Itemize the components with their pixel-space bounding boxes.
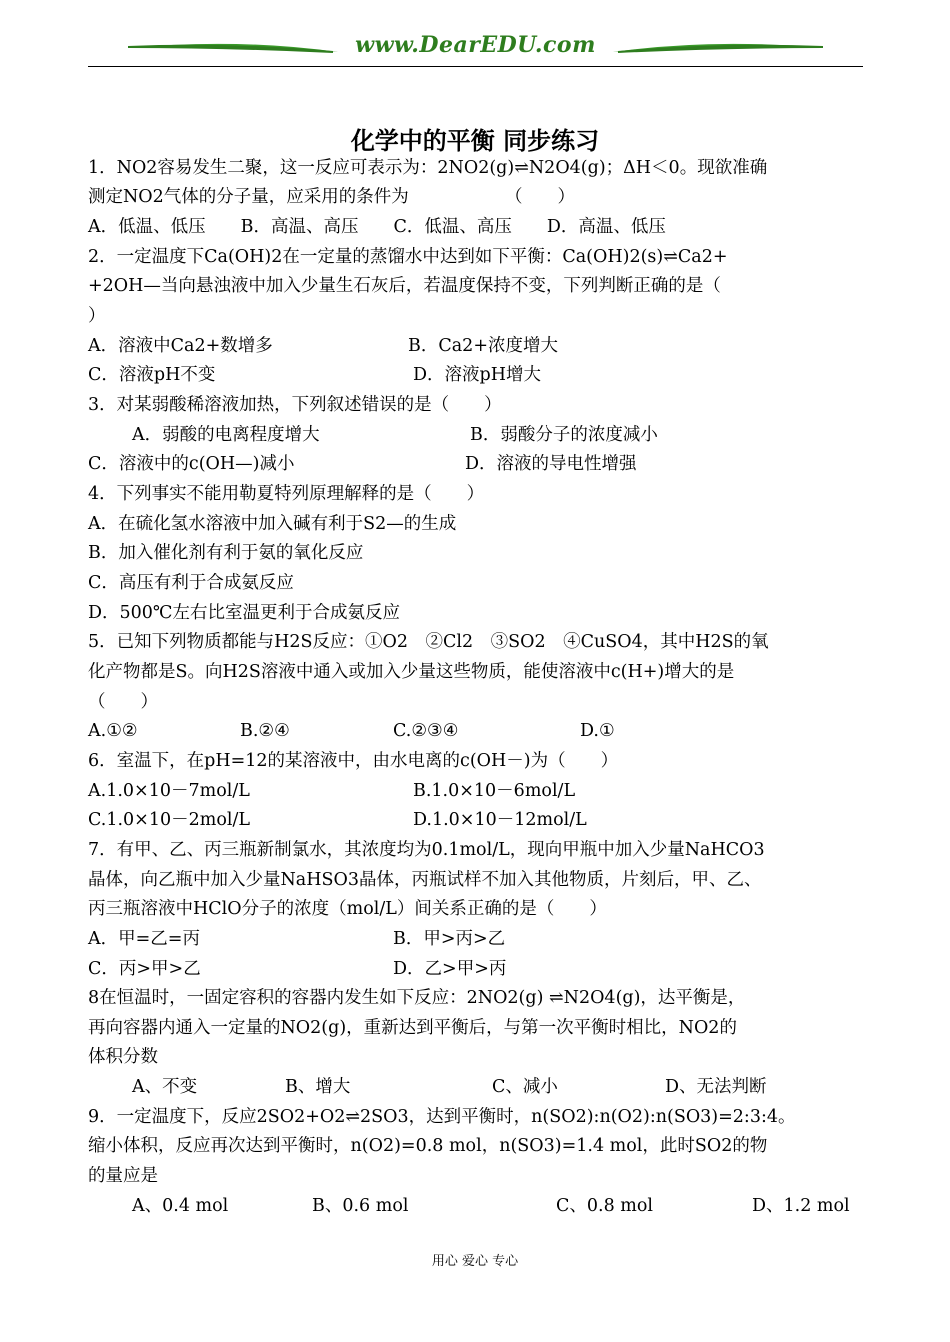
- q6-option-a: A.1.0×10－7mol/L: [88, 781, 250, 801]
- q3-stem: 3．对某弱酸稀溶液加热，下列叙述错误的是（ ）: [88, 395, 502, 415]
- q4-option-a: A．在硫化氢水溶液中加入碱有利于S2—的生成: [88, 514, 457, 534]
- q5-option-a: A.①②: [88, 721, 138, 741]
- q8-line-3: 体积分数: [88, 1047, 158, 1067]
- q9-option-c: C、0.8 mol: [556, 1196, 654, 1216]
- q2-line-1: 2．一定温度下Ca(OH)2在一定量的蒸馏水中达到如下平衡：Ca(OH)2(s)⇌Ca2+: [88, 247, 728, 267]
- q8-line-2: 再向容器内通入一定量的NO2(g)，重新达到平衡后，与第一次平衡时相比，NO2的: [88, 1018, 737, 1038]
- q3-option-c: C．溶液中的c(OH—)减小: [88, 454, 295, 474]
- q4-stem: 4．下列事实不能用勒夏特列原理解释的是（ ）: [88, 484, 485, 504]
- q7-option-a: A．甲=乙=丙: [88, 929, 200, 949]
- q8-option-b: B、增大: [285, 1077, 351, 1097]
- q3-option-d: D．溶液的导电性增强: [465, 454, 637, 474]
- q2-line-2: +2OH—当向悬浊液中加入少量生石灰后，若温度保持不变，下列判断正确的是（: [88, 276, 721, 296]
- q2-option-b: B．Ca2+浓度增大: [408, 336, 558, 356]
- q8-option-d: D、无法判断: [665, 1077, 767, 1097]
- q6-option-c: C.1.0×10－2mol/L: [88, 810, 250, 830]
- q7-option-d: D．乙>甲>丙: [393, 959, 507, 979]
- q5-line-2: 化产物都是S。向H2S溶液中通入或加入少量这些物质，能使溶液中c(H+)增大的是: [88, 662, 735, 682]
- q6-stem: 6．室温下，在pH=12的某溶液中，由水电离的c(OH－)为（ ）: [88, 751, 619, 771]
- header-rule: [88, 66, 863, 67]
- q1-line-1: 1．NO2容易发生二聚，这一反应可表示为：2NO2(g)⇌N2O4(g)；ΔH＜0。现欲准确: [88, 158, 768, 178]
- page-title: 化学中的平衡 同步练习: [350, 127, 600, 155]
- q1-options: A．低温、低压 B．高温、高压 C．低温、高压 D．高温、低压: [88, 217, 666, 237]
- q3-option-a: A．弱酸的电离程度增大: [132, 425, 320, 445]
- q6-option-d: D.1.0×10－12mol/L: [413, 810, 587, 830]
- q2-option-d: D．溶液pH增大: [413, 365, 541, 385]
- q4-option-d: D．500℃左右比室温更利于合成氨反应: [88, 603, 401, 623]
- site-header: [88, 30, 863, 70]
- q7-line-2: 晶体，向乙瓶中加入少量NaHSO3晶体，丙瓶试样不加入其他物质，片刻后，甲、乙、: [88, 870, 762, 890]
- q5-option-b: B.②④: [240, 721, 290, 741]
- q6-option-b: B.1.0×10－6mol/L: [413, 781, 576, 801]
- q9-line-2: 缩小体积，反应再次达到平衡时，n(O2)=0.8 mol，n(SO3)=1.4 mol，此时SO2的物: [88, 1136, 768, 1156]
- q1-line-2: 测定NO2气体的分子量，应采用的条件为 （ ）: [88, 187, 576, 207]
- q7-line-3: 丙三瓶溶液中HClO分子的浓度（mol/L）间关系正确的是（ ）: [88, 899, 607, 919]
- q4-option-c: C．高压有利于合成氨反应: [88, 573, 294, 593]
- q8-option-c: C、减小: [492, 1077, 558, 1097]
- q9-line-3: 的量应是: [88, 1166, 158, 1186]
- q8-line-1: 8在恒温时，一固定容积的容器内发生如下反应：2NO2(g) ⇌N2O4(g)，达平衡是，: [88, 988, 746, 1008]
- q3-option-b: B．弱酸分子的浓度减小: [470, 425, 658, 445]
- q2-option-a: A．溶液中Ca2+数增多: [88, 336, 273, 356]
- q5-option-d: D.①: [580, 721, 615, 741]
- q9-option-d: D、1.2 mol: [752, 1196, 850, 1216]
- q2-option-c: C．溶液pH不变: [88, 365, 216, 385]
- page-footer: 用心 爱心 专心: [431, 1254, 519, 1269]
- q9-option-b: B、0.6 mol: [312, 1196, 409, 1216]
- site-logo-text[interactable]: www.DearEDU.com: [355, 32, 596, 58]
- q2-line-3: ）: [88, 306, 106, 326]
- q9-line-1: 9．一定温度下，反应2SO2+O2⇌2SO3，达到平衡时，n(SO2):n(O2):n(SO3)=2:3:4。: [88, 1107, 796, 1127]
- q5-option-c: C.②③④: [393, 721, 459, 741]
- q4-option-b: B．加入催化剂有利于氨的氧化反应: [88, 543, 364, 563]
- q5-line-1: 5．已知下列物质都能与H2S反应：①O2 ②Cl2 ③SO2 ④CuSO4，其中H2S的氧: [88, 632, 769, 652]
- q7-option-c: C．丙>甲>乙: [88, 959, 201, 979]
- q9-option-a: A、0.4 mol: [132, 1196, 229, 1216]
- q7-option-b: B．甲>丙>乙: [393, 929, 506, 949]
- q8-option-a: A、不变: [132, 1077, 198, 1097]
- q5-line-3: （ ）: [88, 692, 158, 712]
- q7-line-1: 7．有甲、乙、丙三瓶新制氯水，其浓度均为0.1mol/L，现向甲瓶中加入少量NaHCO3: [88, 840, 765, 860]
